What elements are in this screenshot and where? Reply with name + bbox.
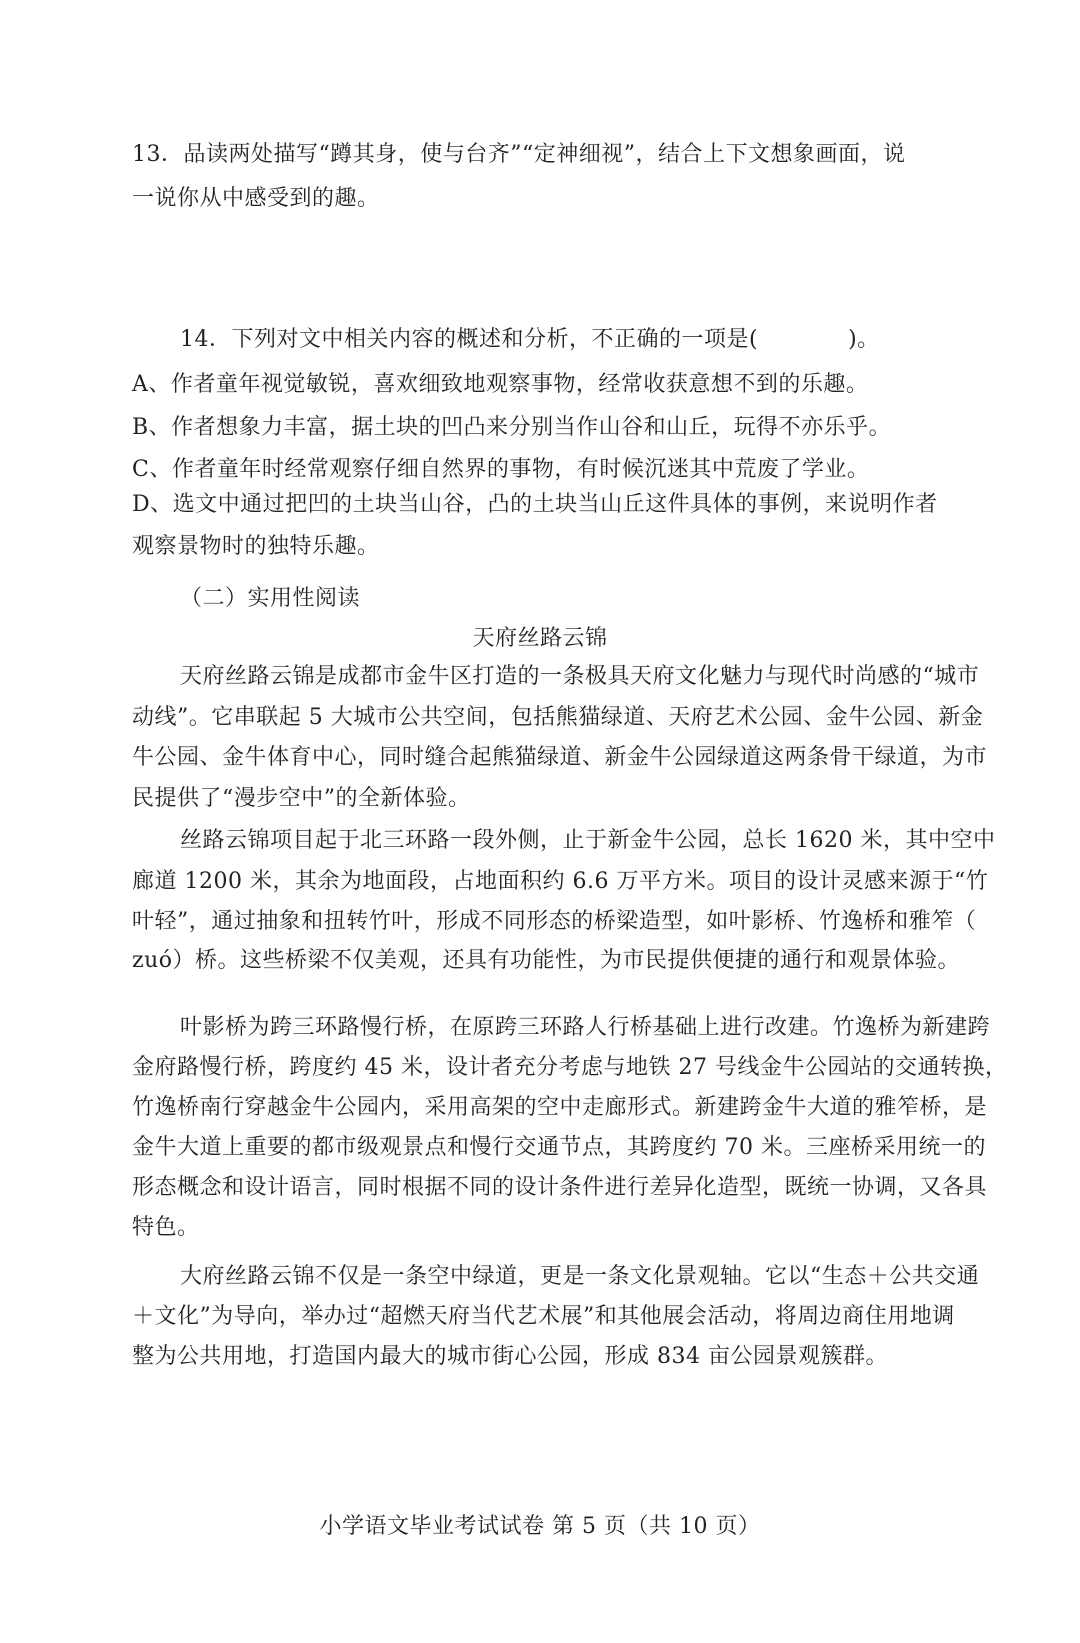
q14-option-d-line-1: D、选文中通过把凹的土块当山谷，凸的土块当山丘这件具体的事例，来说明作者 [132, 492, 938, 517]
q14-option-d-line-2: 观察景物时的独特乐趣。 [132, 534, 380, 559]
q14-stem [132, 325, 1002, 355]
paragraph-1-line: 动线”。它串联起 5 大城市公共空间，包括熊猫绿道、天府艺术公园、金牛公园、新金 [132, 705, 984, 730]
paragraph-2-line: 廊道 1200 米，其余为地面段，占地面积约 6.6 万平方米。项目的设计灵感来源于“竹 [132, 869, 989, 894]
paragraph-3-line: 金府路慢行桥，跨度约 45 米，设计者充分考虑与地铁 27 号线金牛公园站的交通转换， [132, 1055, 1008, 1080]
q13-line-2: 一说你从中感受到的趣。 [132, 186, 380, 211]
paragraph-3-line: 竹逸桥南行穿越金牛公园内，采用高架的空中走廊形式。新建跨金牛大道的雅笮桥，是 [132, 1095, 988, 1120]
paragraph-2-line: zuó）桥。这些桥梁不仅美观，还具有功能性，为市民提供便捷的通行和观景体验。 [132, 948, 961, 973]
paragraph-1-line: 民提供了“漫步空中”的全新体验。 [132, 786, 471, 811]
paragraph-4-line: ＋文化”为导向，举办过“超燃天府当代艺术展”和其他展会活动，将周边商住用地调 [132, 1304, 955, 1329]
paragraph-3-line: 特色。 [132, 1215, 200, 1240]
q13-line-1: 13．品读两处描写“蹲其身，使与台齐”“定神细视”，结合上下文想象画面，说 [132, 142, 906, 167]
paragraph-4-line: 大府丝路云锦不仅是一条空中绿道，更是一条文化景观轴。它以“生态＋公共交通 [180, 1264, 980, 1289]
paragraph-3-line: 金牛大道上重要的都市级观景点和慢行交通节点，其跨度约 70 米。三座桥采用统一的 [132, 1135, 986, 1160]
paragraph-2-line: 丝路云锦项目起于北三环路一段外侧，止于新金牛公园，总长 1620 米，其中空中 [180, 828, 996, 853]
section-heading: （二）实用性阅读 [180, 586, 361, 611]
q14-stem-suffix: )。 [848, 327, 880, 352]
page-footer: 小学语文毕业考试试卷 第 5 页（共 10 页） [319, 1514, 761, 1539]
q14-option-b: B、作者想象力丰富，据土块的凹凸来分别当作山谷和山丘，玩得不亦乐乎。 [132, 415, 892, 440]
q14-option-c: C、作者童年时经常观察仔细自然界的事物，有时候沉迷其中荒废了学业。 [132, 457, 870, 482]
paragraph-3-line: 叶影桥为跨三环路慢行桥，在原跨三环路人行桥基础上进行改建。竹逸桥为新建跨 [180, 1015, 991, 1040]
paragraph-1-line: 牛公园、金牛体育中心，同时缝合起熊猫绿道、新金牛公园绿道这两条骨干绿道，为市 [132, 745, 988, 770]
paragraph-3-line: 形态概念和设计语言，同时根据不同的设计条件进行差异化造型，既统一协调，又各具 [132, 1175, 988, 1200]
article-title: 天府丝路云锦 [472, 626, 608, 651]
paragraph-4-line: 整为公共用地，打造国内最大的城市街心公园，形成 834 亩公园景观簇群。 [132, 1344, 888, 1369]
paragraph-1-line: 天府丝路云锦是成都市金牛区打造的一条极具天府文化魅力与现代时尚感的“城市 [180, 664, 980, 689]
paragraph-2-line: 叶轻”，通过抽象和扭转竹叶，形成不同形态的桥梁造型，如叶影桥、竹逸桥和雅笮（ [132, 909, 977, 934]
q14-stem-prefix: 14．下列对文中相关内容的概述和分析，不正确的一项是( [180, 327, 759, 352]
q14-option-a: A、作者童年视觉敏锐，喜欢细致地观察事物，经常收获意想不到的乐趣。 [132, 372, 869, 397]
